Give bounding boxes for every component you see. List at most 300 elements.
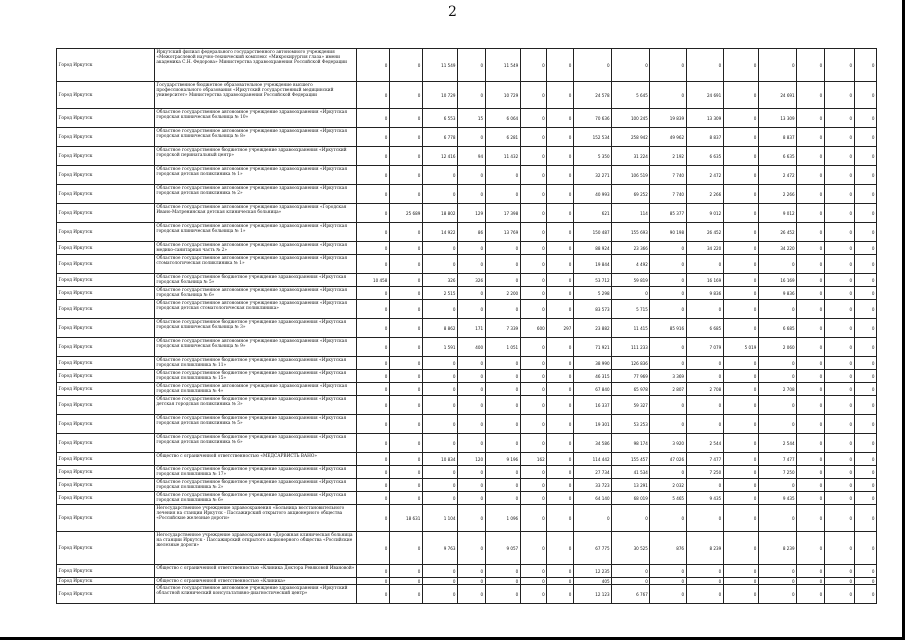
value-cell: 0 — [485, 255, 520, 274]
organization-cell: Областное государственное автономное учреждение здравоохранения «Иркутская городская детская поликлиника № 1» — [154, 166, 356, 185]
value-cell: 0 — [854, 82, 876, 109]
value-cell: 0 — [723, 242, 758, 255]
value-cell: 34 220 — [758, 242, 796, 255]
value-cell: 0 — [797, 396, 825, 415]
value-cell: 0 — [520, 82, 547, 109]
city-cell: Город Иркутск — [57, 185, 155, 204]
value-cell: 0 — [389, 223, 422, 242]
value-cell: 0 — [723, 287, 758, 300]
city-cell: Город Иркутск — [57, 565, 155, 578]
value-cell: 0 — [389, 578, 422, 585]
city-cell: Город Иркутск — [57, 204, 155, 223]
value-cell: 0 — [389, 357, 422, 370]
table-row — [57, 287, 877, 300]
value-cell: 0 — [824, 565, 854, 578]
value-cell: 9 836 — [758, 287, 796, 300]
value-cell: 0 — [356, 370, 389, 383]
value-cell: 0 — [457, 128, 485, 147]
value-cell: 7 250 — [758, 466, 796, 479]
value-cell: 0 — [356, 242, 389, 255]
value-cell: 3 920 — [650, 434, 686, 453]
value-cell: 0 — [547, 274, 574, 287]
value-cell: 876 — [650, 532, 686, 565]
city-cell: Город Иркутск — [57, 255, 155, 274]
table-row — [57, 565, 877, 578]
value-cell: 0 — [520, 505, 547, 532]
value-cell: 0 — [547, 434, 574, 453]
value-cell: 0 — [457, 532, 485, 565]
value-cell: 0 — [723, 82, 758, 109]
city-cell: Город Иркутск — [57, 415, 155, 434]
value-cell: 59 327 — [612, 396, 650, 415]
table-row — [57, 223, 877, 242]
value-cell: 85 916 — [650, 319, 686, 338]
value-cell: 0 — [854, 166, 876, 185]
value-cell: 9 435 — [686, 492, 723, 505]
value-cell: 0 — [389, 453, 422, 466]
value-cell: 5 645 — [612, 82, 650, 109]
table-row — [57, 370, 877, 383]
city-cell: Город Иркутск — [57, 479, 155, 492]
organization-cell: Иркутский филиал федерального государственного автономного учреждения «Межотраслевой научно-технический комплекс «Микрохирургия глаза» имени академика С.Н. Федорова» Министерства здравоохранения Российской Федерации — [154, 49, 356, 82]
value-cell: 0 — [686, 357, 723, 370]
value-cell: 0 — [797, 370, 825, 383]
value-cell: 2 200 — [485, 287, 520, 300]
value-cell: 0 — [547, 415, 574, 434]
value-cell: 90 198 — [650, 223, 686, 242]
value-cell: 0 — [356, 319, 389, 338]
value-cell: 13 309 — [686, 109, 723, 128]
value-cell: 34 586 — [573, 434, 611, 453]
value-cell: 0 — [356, 578, 389, 585]
city-cell: Город Иркутск — [57, 505, 155, 532]
value-cell: 10 729 — [422, 82, 457, 109]
organization-cell: Областное государственное автономное учреждение здравоохранения «Иркутская городская больница № 6» — [154, 287, 356, 300]
value-cell: 67 840 — [573, 383, 611, 396]
value-cell: 0 — [854, 357, 876, 370]
value-cell: 0 — [457, 479, 485, 492]
value-cell: 0 — [356, 204, 389, 223]
value-cell: 0 — [389, 300, 422, 319]
value-cell: 1 591 — [422, 338, 457, 357]
value-cell: 0 — [485, 396, 520, 415]
value-cell: 5 350 — [573, 147, 611, 166]
value-cell: 0 — [389, 185, 422, 204]
value-cell: 14 922 — [422, 223, 457, 242]
value-cell: 111 233 — [612, 338, 650, 357]
value-cell: 0 — [854, 274, 876, 287]
city-cell: Город Иркутск — [57, 274, 155, 287]
value-cell: 0 — [686, 415, 723, 434]
value-cell: 0 — [758, 585, 796, 604]
value-cell: 0 — [758, 357, 796, 370]
value-cell: 0 — [356, 466, 389, 479]
value-cell: 0 — [389, 166, 422, 185]
value-cell: 1 104 — [422, 505, 457, 532]
value-cell: 0 — [547, 255, 574, 274]
value-cell: 0 — [797, 383, 825, 396]
value-cell: 0 — [854, 338, 876, 357]
table-row — [57, 505, 877, 532]
value-cell: 0 — [389, 492, 422, 505]
value-cell: 0 — [824, 242, 854, 255]
city-cell: Город Иркутск — [57, 287, 155, 300]
value-cell: 18 631 — [389, 505, 422, 532]
value-cell: 0 — [457, 255, 485, 274]
value-cell: 0 — [520, 466, 547, 479]
value-cell: 6 635 — [686, 147, 723, 166]
value-cell: 0 — [723, 466, 758, 479]
value-cell: 0 — [356, 357, 389, 370]
table-row — [57, 396, 877, 415]
value-cell: 0 — [547, 578, 574, 585]
value-cell: 0 — [824, 505, 854, 532]
value-cell: 49 962 — [650, 128, 686, 147]
value-cell: 0 — [797, 565, 825, 578]
value-cell: 12 123 — [573, 585, 611, 604]
value-cell: 8 239 — [758, 532, 796, 565]
organization-cell: Областное государственное автономное учреждение здравоохранения «Иркутская городская детская поликлиника № 2» — [154, 185, 356, 204]
value-cell: 6 685 — [758, 319, 796, 338]
value-cell: 0 — [573, 49, 611, 82]
value-cell: 11 549 — [422, 49, 457, 82]
value-cell: 0 — [356, 287, 389, 300]
value-cell: 0 — [389, 585, 422, 604]
value-cell: 0 — [457, 287, 485, 300]
value-cell: 2 544 — [758, 434, 796, 453]
value-cell: 0 — [547, 338, 574, 357]
value-cell: 297 — [547, 319, 574, 338]
value-cell: 0 — [485, 357, 520, 370]
value-cell: 0 — [824, 223, 854, 242]
value-cell: 0 — [520, 357, 547, 370]
value-cell: 16 169 — [686, 274, 723, 287]
value-cell: 13 769 — [485, 223, 520, 242]
value-cell: 0 — [723, 204, 758, 223]
value-cell: 0 — [758, 578, 796, 585]
value-cell: 8 837 — [758, 128, 796, 147]
value-cell: 24 578 — [573, 82, 611, 109]
value-cell: 0 — [356, 82, 389, 109]
value-cell: 0 — [854, 287, 876, 300]
value-cell: 0 — [824, 109, 854, 128]
organization-cell: Областное государственное автономное учреждение здравоохранения «Иркутская медико-санитарная часть № 2» — [154, 242, 356, 255]
value-cell: 0 — [824, 300, 854, 319]
value-cell: 0 — [457, 565, 485, 578]
value-cell: 0 — [356, 300, 389, 319]
table-row — [57, 185, 877, 204]
value-cell: 0 — [457, 578, 485, 585]
value-cell: 0 — [797, 287, 825, 300]
value-cell: 0 — [824, 128, 854, 147]
value-cell: 0 — [547, 532, 574, 565]
value-cell: 34 220 — [686, 242, 723, 255]
organization-cell: Областное государственное бюджетное учреждение здравоохранения «Иркутский городской перинатальный центр» — [154, 147, 356, 166]
value-cell: 0 — [797, 585, 825, 604]
city-cell: Город Иркутск — [57, 434, 155, 453]
value-cell: 0 — [758, 505, 796, 532]
city-cell: Город Иркутск — [57, 585, 155, 604]
value-cell: 31 224 — [612, 147, 650, 166]
value-cell: 0 — [650, 242, 686, 255]
value-cell: 0 — [520, 578, 547, 585]
value-cell: 0 — [573, 505, 611, 532]
value-cell: 100 245 — [612, 109, 650, 128]
value-cell: 0 — [389, 319, 422, 338]
value-cell: 85 377 — [650, 204, 686, 223]
value-cell: 0 — [520, 300, 547, 319]
value-cell: 0 — [389, 109, 422, 128]
value-cell: 2 472 — [686, 166, 723, 185]
organization-cell: Областное государственное автономное учреждение здравоохранения «Городская Ивано-Матренинская детская клиническая больница» — [154, 204, 356, 223]
city-cell: Город Иркутск — [57, 109, 155, 128]
value-cell: 53 712 — [573, 274, 611, 287]
city-cell: Город Иркутск — [57, 82, 155, 109]
value-cell: 0 — [723, 383, 758, 396]
value-cell: 9 763 — [422, 532, 457, 565]
value-cell: 0 — [824, 585, 854, 604]
city-cell: Город Иркутск — [57, 166, 155, 185]
value-cell: 0 — [854, 370, 876, 383]
value-cell: 0 — [485, 415, 520, 434]
value-cell: 0 — [485, 274, 520, 287]
table-row — [57, 466, 877, 479]
value-cell: 98 174 — [612, 434, 650, 453]
value-cell: 114 442 — [573, 453, 611, 466]
city-cell: Город Иркутск — [57, 49, 155, 82]
value-cell: 12 416 — [422, 147, 457, 166]
value-cell: 0 — [797, 532, 825, 565]
value-cell: 0 — [824, 532, 854, 565]
value-cell: 0 — [389, 128, 422, 147]
value-cell: 0 — [389, 396, 422, 415]
value-cell: 0 — [520, 204, 547, 223]
value-cell: 0 — [389, 383, 422, 396]
value-cell: 2 472 — [758, 166, 796, 185]
value-cell: 0 — [797, 82, 825, 109]
value-cell: 0 — [547, 204, 574, 223]
value-cell: 0 — [547, 466, 574, 479]
organization-cell: Областное государственное автономное учреждение здравоохранения «Иркутский областной клинический консультативно-диагностический центр» — [154, 585, 356, 604]
value-cell: 0 — [650, 357, 686, 370]
value-cell: 0 — [422, 255, 457, 274]
table-row — [57, 453, 877, 466]
value-cell: 0 — [457, 415, 485, 434]
city-cell: Город Иркутск — [57, 242, 155, 255]
table-row — [57, 274, 877, 287]
value-cell: 0 — [723, 357, 758, 370]
value-cell: 67 775 — [573, 532, 611, 565]
value-cell: 0 — [824, 49, 854, 82]
value-cell: 129 — [457, 204, 485, 223]
value-cell: 5 465 — [650, 492, 686, 505]
value-cell: 0 — [723, 434, 758, 453]
organization-cell: Областное государственное автономное учреждение здравоохранения «Иркутская городская клиническая больница № 8» — [154, 128, 356, 147]
value-cell: 0 — [612, 565, 650, 578]
value-cell: 6 685 — [686, 319, 723, 338]
value-cell: 27 734 — [573, 466, 611, 479]
value-cell: 0 — [547, 49, 574, 82]
value-cell: 0 — [547, 565, 574, 578]
value-cell: 0 — [457, 492, 485, 505]
value-cell: 0 — [758, 415, 796, 434]
value-cell: 0 — [723, 319, 758, 338]
value-cell: 0 — [520, 338, 547, 357]
value-cell: 0 — [797, 223, 825, 242]
value-cell: 24 691 — [686, 82, 723, 109]
table-row — [57, 82, 877, 109]
value-cell: 10 834 — [422, 453, 457, 466]
value-cell: 2 515 — [422, 287, 457, 300]
organization-cell: Областное государственное бюджетное учреждение здравоохранения «Иркутская городская поликлиника № 6» — [154, 492, 356, 505]
organization-cell: Областное государственное бюджетное учреждение здравоохранения «Иркутская детская городская поликлиника № 3» — [154, 396, 356, 415]
value-cell: 0 — [797, 109, 825, 128]
city-cell: Город Иркутск — [57, 338, 155, 357]
value-cell: 0 — [389, 466, 422, 479]
value-cell: 0 — [520, 185, 547, 204]
value-cell: 5 715 — [612, 300, 650, 319]
value-cell: 13 309 — [758, 109, 796, 128]
value-cell: 86 — [457, 223, 485, 242]
value-cell: 0 — [797, 434, 825, 453]
value-cell: 0 — [520, 166, 547, 185]
value-cell: 0 — [422, 434, 457, 453]
organization-cell: Областное государственное бюджетное учреждение здравоохранения «Иркутская городская детская поликлиника № 6» — [154, 434, 356, 453]
value-cell: 0 — [686, 479, 723, 492]
value-cell: 16 337 — [573, 396, 611, 415]
value-cell: 0 — [797, 466, 825, 479]
value-cell: 0 — [457, 505, 485, 532]
value-cell: 0 — [797, 147, 825, 166]
value-cell: 0 — [422, 166, 457, 185]
table-row — [57, 255, 877, 274]
city-cell: Город Иркутск — [57, 300, 155, 319]
city-cell: Город Иркутск — [57, 453, 155, 466]
value-cell: 0 — [547, 82, 574, 109]
value-cell: 0 — [686, 505, 723, 532]
value-cell: 6 767 — [612, 585, 650, 604]
table-row — [57, 166, 877, 185]
value-cell: 0 — [854, 492, 876, 505]
value-cell: 0 — [612, 287, 650, 300]
value-cell: 0 — [854, 49, 876, 82]
organization-cell: Областное государственное автономное учреждение здравоохранения «Иркутская городская клиническая больница № 10» — [154, 109, 356, 128]
city-cell: Город Иркутск — [57, 147, 155, 166]
value-cell: 0 — [797, 300, 825, 319]
city-cell: Город Иркутск — [57, 532, 155, 565]
value-cell: 0 — [723, 166, 758, 185]
value-cell: 0 — [520, 383, 547, 396]
value-cell: 0 — [356, 109, 389, 128]
value-cell: 0 — [547, 223, 574, 242]
value-cell: 326 — [457, 274, 485, 287]
value-cell: 13 291 — [612, 479, 650, 492]
value-cell: 0 — [547, 166, 574, 185]
value-cell: 0 — [854, 383, 876, 396]
value-cell: 0 — [422, 300, 457, 319]
value-cell: 0 — [457, 166, 485, 185]
value-cell: 0 — [854, 585, 876, 604]
value-cell: 114 — [612, 204, 650, 223]
value-cell: 33 723 — [573, 479, 611, 492]
table-row — [57, 479, 877, 492]
value-cell: 0 — [389, 479, 422, 492]
value-cell: 0 — [797, 357, 825, 370]
value-cell: 0 — [485, 492, 520, 505]
table-row — [57, 415, 877, 434]
value-cell: 0 — [356, 49, 389, 82]
value-cell: 0 — [389, 242, 422, 255]
value-cell: 0 — [723, 396, 758, 415]
value-cell: 6 553 — [422, 109, 457, 128]
organization-cell: Областное государственное бюджетное учреждение здравоохранения «Иркутская городская поликлиника № 11» — [154, 357, 356, 370]
value-cell: 0 — [854, 185, 876, 204]
value-cell: 0 — [389, 255, 422, 274]
value-cell: 0 — [758, 565, 796, 578]
value-cell: 0 — [356, 338, 389, 357]
value-cell: 9 057 — [485, 532, 520, 565]
page-number: 2 — [448, 4, 457, 20]
value-cell: 0 — [854, 128, 876, 147]
value-cell: 0 — [547, 147, 574, 166]
table-row — [57, 49, 877, 82]
table-row — [57, 300, 877, 319]
value-cell: 0 — [389, 565, 422, 578]
value-cell: 0 — [824, 274, 854, 287]
value-cell: 0 — [797, 166, 825, 185]
table-row — [57, 434, 877, 453]
value-cell: 0 — [723, 565, 758, 578]
value-cell: 0 — [650, 287, 686, 300]
value-cell: 0 — [686, 255, 723, 274]
value-cell: 0 — [422, 565, 457, 578]
value-cell: 0 — [547, 185, 574, 204]
value-cell: 0 — [797, 578, 825, 585]
value-cell: 38 990 — [573, 357, 611, 370]
value-cell: 0 — [797, 338, 825, 357]
table-row — [57, 147, 877, 166]
value-cell: 0 — [854, 466, 876, 479]
value-cell: 0 — [723, 492, 758, 505]
value-cell: 7 477 — [686, 453, 723, 466]
value-cell: 0 — [520, 49, 547, 82]
value-cell: 0 — [686, 578, 723, 585]
value-cell: 0 — [389, 82, 422, 109]
value-cell: 0 — [824, 479, 854, 492]
value-cell: 0 — [422, 242, 457, 255]
value-cell: 0 — [650, 565, 686, 578]
value-cell: 0 — [650, 338, 686, 357]
value-cell: 3 369 — [650, 370, 686, 383]
value-cell: 0 — [485, 242, 520, 255]
value-cell: 0 — [824, 383, 854, 396]
value-cell: 1 051 — [485, 338, 520, 357]
value-cell: 0 — [457, 396, 485, 415]
value-cell: 15 — [457, 109, 485, 128]
organization-cell: Государственное бюджетное образовательное учреждение высшего профессионального образования «Иркутский государственный медицинский университет» Министерства здравоохранения Российской Федерации — [154, 82, 356, 109]
value-cell: 41 534 — [612, 466, 650, 479]
value-cell: 0 — [824, 204, 854, 223]
value-cell: 0 — [520, 147, 547, 166]
value-cell: 0 — [758, 49, 796, 82]
value-cell: 0 — [824, 166, 854, 185]
value-cell: 0 — [797, 319, 825, 338]
value-cell: 0 — [389, 147, 422, 166]
value-cell: 0 — [758, 255, 796, 274]
value-cell: 0 — [612, 578, 650, 585]
value-cell: 0 — [457, 585, 485, 604]
value-cell: 2 807 — [650, 383, 686, 396]
